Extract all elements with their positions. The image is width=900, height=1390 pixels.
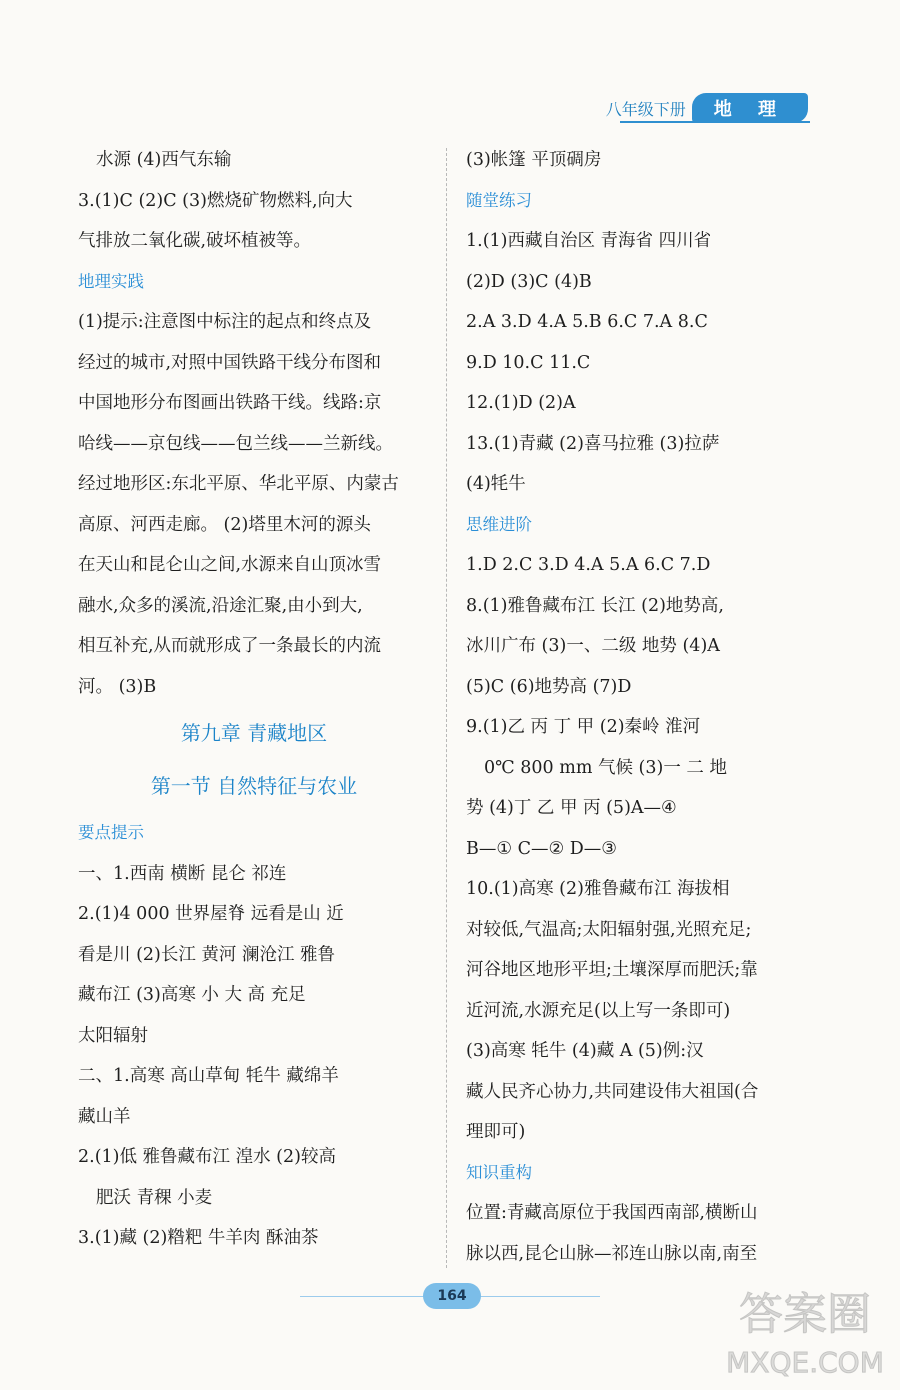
answer-line: 2.(1)4 000 世界屋脊 远看是山 近: [78, 904, 344, 924]
answer-line: 9.D 10.C 11.C: [466, 352, 591, 373]
page-number: 164: [423, 1283, 481, 1309]
answer-line: 13.(1)青藏 (2)喜马拉雅 (3)拉萨: [466, 433, 720, 454]
answer-line: 1.D 2.C 3.D 4.A 5.A 6.C 7.D: [466, 555, 711, 575]
watermark-subtext: MXQE.COM: [726, 1346, 884, 1379]
answer-line: 8.(1)雅鲁藏布江 长江 (2)地势高,: [466, 595, 724, 616]
chapter-heading: 第九章 青藏地区: [180, 721, 328, 745]
answer-line: 在天山和昆仑山之间,水源来自山顶冰雪: [78, 555, 382, 575]
column-divider: [446, 148, 447, 1268]
answer-line: 融水,众多的溪流,沿途汇聚,由小到大,: [78, 595, 363, 616]
answer-line: B—① C—② D—③: [466, 838, 617, 859]
subject-badge: 地 理: [692, 93, 808, 123]
answer-line: 气排放二氧化碳,破坏植被等。: [78, 231, 312, 251]
answer-line: 位置:青藏高原位于我国西南部,横断山: [466, 1203, 758, 1223]
answer-line: 哈线——京包线——包兰线——兰新线。: [78, 433, 393, 454]
answer-line: 藏人民齐心协力,共同建设伟大祖国(合: [466, 1081, 759, 1102]
answer-line: 高原、河西走廊。 (2)塔里木河的源头: [78, 514, 371, 535]
answer-line: 势 (4)丁 乙 甲 丙 (5)A—④: [466, 798, 677, 818]
answer-line: 2.(1)低 雅鲁藏布江 湟水 (2)较高: [78, 1147, 336, 1167]
answer-line: 12.(1)D (2)A: [466, 393, 576, 413]
section-heading: 思维进阶: [466, 514, 532, 534]
answer-line: 相互补充,从而就形成了一条最长的内流: [78, 636, 382, 656]
answer-line: 理即可): [466, 1122, 526, 1142]
answer-line: 冰川广布 (3)一、二级 地势 (4)A: [466, 636, 720, 656]
answer-line: 近河流,水源充足(以上写一条即可): [466, 1000, 731, 1021]
answer-line: 3.(1)藏 (2)糌粑 牛羊肉 酥油茶: [78, 1228, 319, 1248]
answer-line: 河谷地区地形平坦;土壤深厚而肥沃;靠: [466, 960, 758, 980]
answer-line: 3.(1)C (2)C (3)燃烧矿物燃料,向大: [78, 190, 353, 211]
answer-line: (3)帐篷 平顶碉房: [466, 150, 602, 170]
answer-line: 看是川 (2)长江 黄河 澜沧江 雅鲁: [78, 944, 336, 965]
answer-line: (4)牦牛: [466, 474, 526, 494]
answer-line: 10.(1)高寒 (2)雅鲁藏布江 海拔相: [466, 879, 730, 899]
answer-line: (5)C (6)地势高 (7)D: [466, 676, 632, 697]
answer-line: 1.(1)西藏自治区 青海省 四川省: [466, 231, 712, 251]
watermark-text: 答案圈: [739, 1289, 871, 1340]
page-header: [606, 92, 808, 124]
answer-line: 太阳辐射: [78, 1025, 148, 1046]
answer-line: (1)提示:注意图中标注的起点和终点及: [78, 312, 372, 332]
answer-line: 中国地形分布图画出铁路干线。线路:京: [78, 393, 382, 413]
answer-line: 对较低,气温高;太阳辐射强,光照充足;: [466, 919, 752, 940]
chapter-heading: 第一节 自然特征与农业: [150, 774, 358, 798]
answer-line: 9.(1)乙 丙 丁 甲 (2)秦岭 淮河: [466, 717, 701, 737]
section-heading: 要点提示: [78, 823, 144, 842]
watermark-logo: [720, 1274, 890, 1384]
answer-line: 脉以西,昆仑山脉—祁连山脉以南,南至: [466, 1243, 758, 1264]
answer-line: 藏布江 (3)高寒 小 大 高 充足: [78, 985, 306, 1005]
grade-label: 八年级下册: [605, 99, 686, 119]
answer-line: (2)D (3)C (4)B: [466, 271, 592, 292]
right-column: [466, 140, 826, 1274]
answer-line: 一、1.西南 横断 昆仑 祁连: [78, 863, 287, 884]
answer-line: 水源 (4)西气东输: [96, 150, 232, 170]
section-heading: 随堂练习: [466, 190, 532, 210]
answer-line: 二、1.高寒 高山草甸 牦牛 藏绵羊: [78, 1066, 339, 1086]
answer-line: 经过地形区:东北平原、华北平原、内蒙古: [78, 474, 399, 494]
answer-line: 经过的城市,对照中国铁路干线分布图和: [78, 352, 382, 373]
answer-line: (3)高寒 牦牛 (4)藏 A (5)例:汉: [466, 1041, 704, 1061]
answer-line: 2.A 3.D 4.A 5.B 6.C 7.A 8.C: [466, 312, 708, 332]
section-heading: 地理实践: [78, 271, 144, 291]
section-heading: 知识重构: [466, 1162, 532, 1182]
answer-line: 肥沃 青稞 小麦: [96, 1187, 213, 1208]
answer-line: 河。 (3)B: [78, 676, 157, 697]
left-column: [78, 140, 430, 1259]
header-underline: [620, 121, 810, 123]
answer-line: 0℃ 800 mm 气候 (3)一 二 地: [484, 757, 727, 778]
answer-line: 藏山羊: [78, 1106, 131, 1127]
